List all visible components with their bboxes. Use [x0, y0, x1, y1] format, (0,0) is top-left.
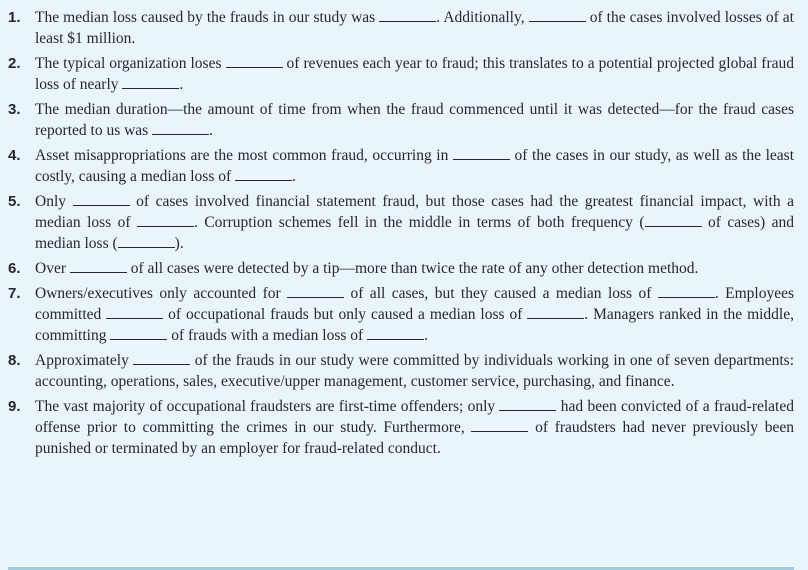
blank-line	[529, 9, 586, 22]
text-segment: Only	[35, 193, 73, 210]
item-text	[35, 145, 794, 187]
list-item	[8, 396, 794, 459]
blank-line	[453, 147, 510, 160]
item-number: 3.	[8, 101, 21, 118]
blank-line	[152, 122, 209, 135]
item-text	[35, 191, 794, 254]
item-number: 1.	[8, 9, 21, 26]
text-segment: of occupational frauds but only caused a median loss of	[163, 306, 528, 323]
text-segment: . Employees committed	[35, 285, 795, 323]
blank-line	[118, 235, 175, 248]
text-segment: of revenues each year to fraud; this translates to a potential projected global fraud loss of nearly	[35, 55, 795, 93]
list-item	[8, 145, 794, 187]
blank-line	[122, 76, 179, 89]
item-number: 9.	[8, 398, 21, 415]
text-segment: of the cases involved losses of at least $1 million.	[35, 9, 794, 47]
blank-line	[106, 306, 163, 319]
blank-line	[73, 193, 130, 206]
list-item	[8, 7, 794, 49]
blank-line	[137, 214, 194, 227]
item-number: 2.	[8, 55, 21, 72]
list-item	[8, 99, 794, 141]
text-segment: The vast majority of occupational fraudsters are first-time offenders; only	[35, 398, 500, 415]
list-item	[8, 53, 794, 95]
text-segment: of all cases, but they caused a median loss of	[344, 285, 658, 302]
list-item	[8, 258, 794, 279]
list-item	[8, 191, 794, 254]
text-segment: .	[292, 168, 296, 185]
blank-line	[133, 352, 190, 365]
blank-line	[235, 168, 292, 181]
blank-line	[287, 285, 344, 298]
text-segment: . Additionally,	[436, 9, 529, 26]
blank-line	[379, 9, 436, 22]
text-segment: of cases) and median loss (	[35, 214, 795, 252]
item-text	[35, 258, 794, 279]
blank-line	[70, 260, 127, 273]
text-segment: The median loss caused by the frauds in our study was	[35, 9, 380, 26]
item-text	[35, 283, 794, 346]
item-text	[35, 99, 794, 141]
blank-line	[367, 327, 424, 340]
item-text	[35, 350, 794, 392]
text-segment: of cases involved financial statement fraud, but those cases had the greatest financial impact, with a median loss of	[35, 193, 795, 231]
text-segment: Over	[35, 260, 70, 277]
text-segment: of the cases in our study, as well as the least costly, causing a median loss of	[35, 147, 795, 185]
text-segment: Approximately	[35, 352, 134, 369]
blank-line	[645, 214, 702, 227]
text-segment: .	[209, 122, 213, 139]
item-number: 5.	[8, 193, 21, 210]
text-segment: had been convicted of a fraud-related offense prior to committing the crimes in our study. Furthermore,	[35, 398, 794, 436]
blank-line	[527, 306, 584, 319]
blank-line	[471, 419, 528, 432]
text-segment: of fraudsters had never previously been punished or terminated by an employer for fraud-related conduct.	[35, 419, 794, 457]
text-segment: .	[179, 76, 184, 93]
fill-in-blank-list	[8, 7, 794, 459]
text-segment: The typical organization loses	[35, 55, 226, 72]
item-text	[35, 53, 794, 95]
blank-line	[226, 55, 283, 68]
text-segment: . Corruption schemes fell in the middle in terms of both frequency (	[194, 214, 645, 231]
text-segment: of the frauds in our study were committed by individuals working in one of seven departments: accounting, operations, sales, executive/upper management, customer service, purchasing, and finance.	[35, 352, 795, 390]
list-item	[8, 283, 794, 346]
text-segment: of all cases were detected by a tip—more than twice the rate of any other detection method.	[126, 260, 699, 277]
item-number: 8.	[8, 352, 21, 369]
list-item	[8, 350, 794, 392]
text-segment: of frauds with a median loss of	[167, 327, 368, 344]
text-segment: .	[424, 327, 428, 344]
blank-line	[658, 285, 715, 298]
item-text	[35, 7, 794, 49]
item-number: 7.	[8, 285, 21, 302]
text-segment: Asset misappropriations are the most common fraud, occurring in	[35, 147, 453, 164]
text-segment: Owners/executives only accounted for	[35, 285, 288, 302]
text-segment: ).	[174, 235, 184, 252]
item-text	[35, 396, 794, 459]
text-segment: . Managers ranked in the middle, committing	[35, 306, 794, 344]
blank-line	[499, 398, 556, 411]
item-number: 6.	[8, 260, 21, 277]
text-segment: The median duration—the amount of time from when the fraud commenced until it was detected—for the fraud cases reported to us was	[35, 101, 794, 139]
item-number: 4.	[8, 147, 21, 164]
blank-line	[110, 327, 167, 340]
